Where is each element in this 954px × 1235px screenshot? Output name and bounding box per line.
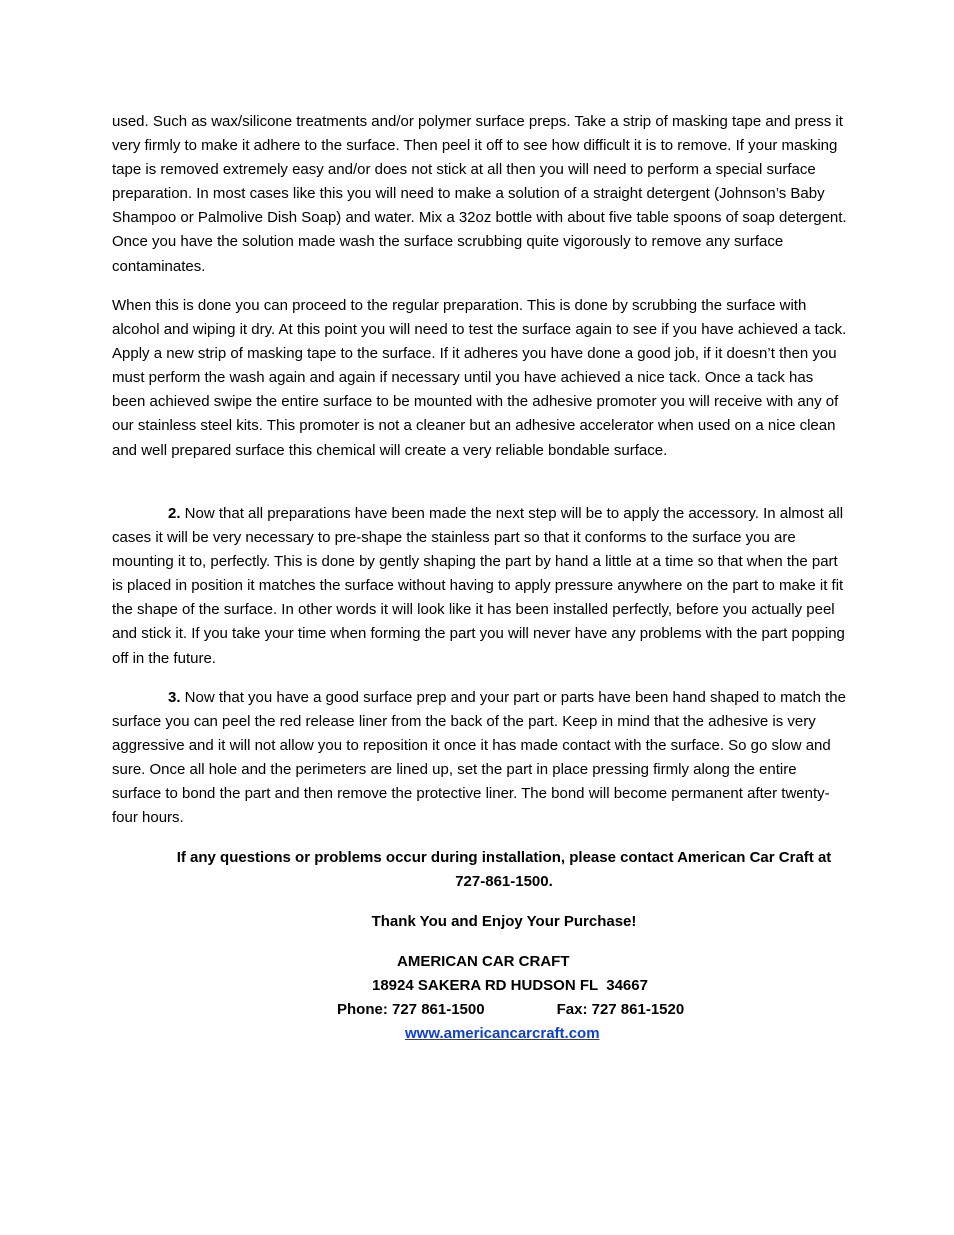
step-text: Now that you have a good surface prep and your part or parts have been hand shaped to match the surface you can peel the red release liner from the back of the part. Keep in mind that the adhesive is very aggressive and it will not allow you to reposition it once it has made contact with the surface. So go slow and sure. Once all hole and the perimeters are lined up, set the part in place pressing firmly along the entire surface to bond the part and then remove the protective liner. The bond will become permanent after twenty-four hours. — [112, 689, 846, 827]
company-address: 18924 SAKERA RD HUDSON FL 34667 — [372, 977, 648, 994]
step-3-paragraph — [112, 686, 848, 831]
paragraph-regular-preparation: When this is done you can proceed to the regular preparation. This is done by scrubbing the surface with alcohol and wiping it dry. At this point you will need to test the surface again to see if you have achieved a tack. Apply a new strip of masking tape to the surface. If it adheres you have done a good job, if it doesn’t then you must perform the wash again and again if necessary until you have achieved a nice tack. Once a tack has been achieved swipe the entire surface to be mounted with the adhesive promoter you will receive with any of our stainless steel kits. This promoter is not a cleaner but an adhesive accelerator when used on a nice clean and well prepared surface this chemical will create a very reliable bondable surface. — [112, 297, 847, 459]
step-number: 3. — [168, 689, 181, 706]
paragraph-surface-test: used. Such as wax/silicone treatments and/or polymer surface preps. Take a strip of masking tape and press it very firmly to make it adhere to the surface. Then peel it off to see how difficult it is to remove. If your masking tape is removed extremely easy and/or does not stick at all then you will need to perform a special surface preparation. In most cases like this you will need to make a solution of a straight detergent (Johnson’s Baby Shampoo or Palmolive Dish Soap) and water. Mix a 32oz bottle with about five table spoons of soap detergent. Once you have the solution made wash the surface scrubbing quite vigorously to remove any surface contaminates. — [112, 113, 847, 275]
website-link[interactable]: www.americancarcraft.com — [405, 1025, 600, 1042]
step-2-paragraph — [112, 502, 848, 671]
phone-fax-line — [337, 998, 684, 1022]
fax-number: Fax: 727 861-1520 — [556, 1001, 685, 1018]
company-name: AMERICAN CAR CRAFT — [397, 953, 570, 970]
contact-note: If any questions or problems occur during installation, please contact American Car Craft at 727-861-1500. — [176, 849, 832, 891]
thank-you-note: Thank You and Enjoy Your Purchase! — [371, 913, 637, 930]
step-text: Now that all preparations have been made the next step will be to apply the accessory. In almost all cases it will be very necessary to pre-shape the stainless part so that it conforms to the surface you are mounting it to, perfectly. This is done by gently shaping the part by hand a little at a time so that when the part is placed in position it matches the surface without having to apply pressure anywhere on the part to make it fit the shape of the surface. In other words it will look like it has been installed perfectly, before you actually peel and stick it. If you take your time when forming the part you will never have any problems with the part popping off in the future. — [112, 505, 845, 667]
phone-number: Phone: 727 861-1500 — [337, 1001, 485, 1018]
step-number: 2. — [168, 505, 181, 522]
